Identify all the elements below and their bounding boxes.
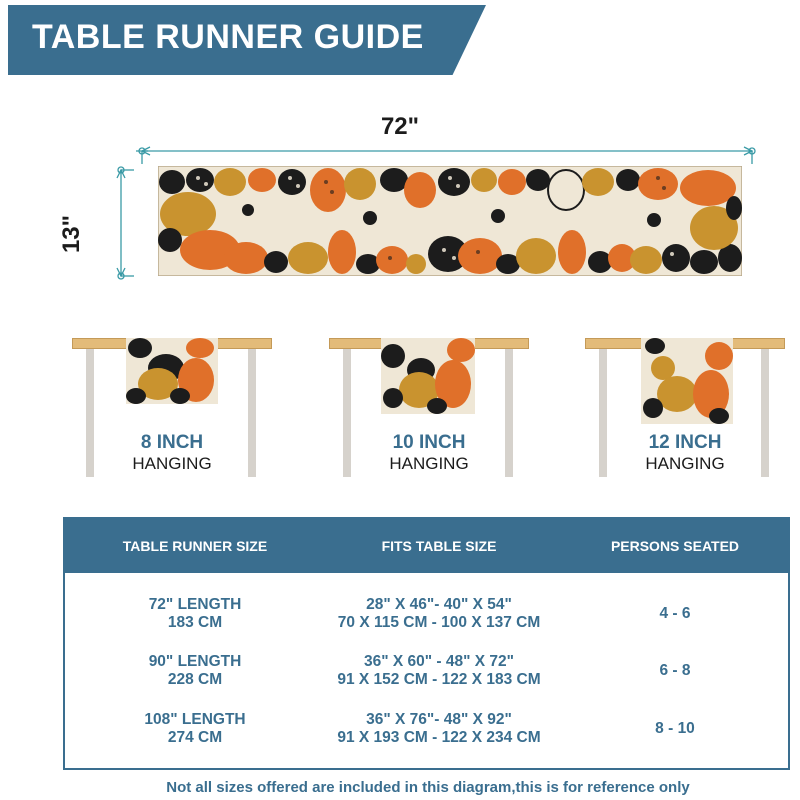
fits-size-cm: 91 X 193 CM - 122 X 234 CM bbox=[337, 729, 541, 746]
runner-length-label: 72" bbox=[380, 113, 420, 140]
hanging-label: HANGING bbox=[132, 454, 212, 473]
runner-illustration bbox=[158, 166, 742, 276]
hanging-size-label: 12 INCH bbox=[648, 432, 722, 453]
hanging-label: HANGING bbox=[389, 454, 469, 473]
header-fits-table-size: FITS TABLE SIZE bbox=[381, 538, 497, 554]
header-runner-size: TABLE RUNNER SIZE bbox=[122, 538, 268, 554]
fits-size-cm: 91 X 152 CM - 122 X 183 CM bbox=[337, 671, 541, 688]
fits-size-in: 36" X 76"- 48" X 92" bbox=[366, 711, 512, 728]
runner-length-cm: 228 CM bbox=[167, 671, 223, 688]
runner-length-in: 108" LENGTH bbox=[144, 711, 246, 728]
persons-seated: 6 - 8 bbox=[659, 662, 691, 679]
table-row bbox=[615, 605, 735, 623]
fits-size-cm: 70 X 115 CM - 100 X 137 CM bbox=[337, 614, 541, 631]
table-row bbox=[309, 711, 569, 747]
hanging-example-12 bbox=[585, 338, 785, 478]
table-row bbox=[309, 653, 569, 689]
hanging-example-8 bbox=[72, 338, 272, 478]
table-row bbox=[615, 720, 735, 738]
hanging-label: HANGING bbox=[645, 454, 725, 473]
table-row bbox=[125, 653, 265, 689]
hanging-runner bbox=[126, 338, 218, 404]
hanging-size-label: 8 INCH bbox=[140, 432, 204, 453]
hanging-runner bbox=[641, 338, 733, 424]
table-row bbox=[615, 662, 735, 680]
runner-length-cm: 274 CM bbox=[167, 729, 223, 746]
table-row bbox=[125, 596, 265, 632]
runner-width-label: 13" bbox=[58, 214, 85, 254]
runner-length-in: 72" LENGTH bbox=[148, 596, 242, 613]
size-table bbox=[63, 517, 790, 770]
fits-size-in: 36" X 60" - 48" X 72" bbox=[363, 653, 515, 670]
page-title: TABLE RUNNER GUIDE bbox=[32, 18, 424, 56]
hanging-size-label: 10 INCH bbox=[392, 432, 466, 453]
persons-seated: 4 - 6 bbox=[659, 605, 691, 622]
table-row bbox=[125, 711, 265, 747]
fits-size-in: 28" X 46"- 40" X 54" bbox=[366, 596, 512, 613]
persons-seated: 8 - 10 bbox=[655, 720, 695, 737]
hanging-runner bbox=[381, 338, 475, 414]
runner-length-in: 90" LENGTH bbox=[148, 653, 242, 670]
footnote: Not all sizes offered are included in this diagram,this is for reference only bbox=[166, 779, 690, 796]
runner-length-cm: 183 CM bbox=[167, 614, 223, 631]
table-row bbox=[309, 596, 569, 632]
header-persons-seated: PERSONS SEATED bbox=[610, 538, 740, 554]
hanging-example-10 bbox=[329, 338, 529, 478]
